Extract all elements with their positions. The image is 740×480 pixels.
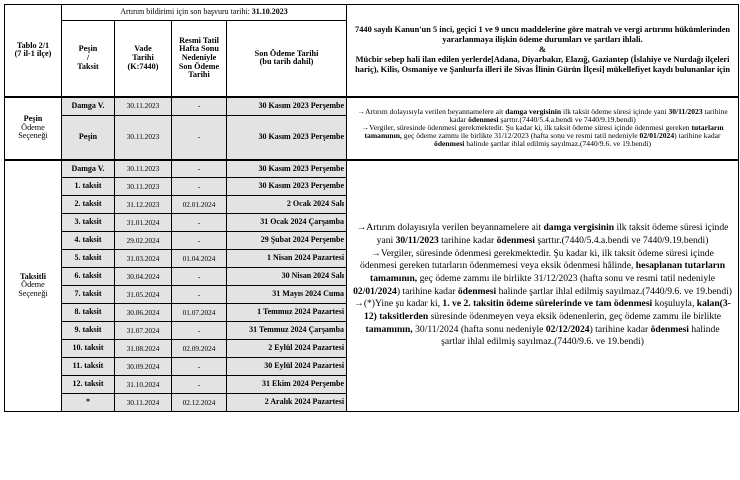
taksit-row-vade: 31.08.2024 bbox=[115, 340, 172, 358]
header-note-1: 7440 sayılı Kanun'un 5 inci, geçici 1 ve 9 uncu maddelerine göre matrah ve vergi artırımı hükümlerinden yararlanmaya ilişkin ödeme durumları ve şartları ihlali. bbox=[355, 25, 731, 45]
taksit-row-resmi: - bbox=[172, 232, 227, 250]
taksit-row-vade: 31.10.2024 bbox=[115, 376, 172, 394]
text-bold: ödenmesi bbox=[434, 138, 465, 148]
taksit-row-resmi: - bbox=[172, 322, 227, 340]
pesin-section-label bbox=[5, 97, 62, 160]
taksit-row-son: 29 Şubat 2024 Perşembe bbox=[227, 232, 347, 250]
col-header-vade-1: Vade bbox=[134, 44, 152, 54]
taksitli-label-1: Taksitli bbox=[19, 271, 47, 281]
taksit-row-vade: 31.05.2024 bbox=[115, 286, 172, 304]
text-bold: hesaplanan tutarların tamamının, bbox=[370, 260, 726, 285]
taksitli-note-c bbox=[353, 298, 732, 349]
taksit-row-vade: 29.02.2024 bbox=[115, 232, 172, 250]
taksitli-note-b bbox=[353, 248, 732, 299]
text: süresinde ödenmeyen veya eksik ödenenlerin, geç ödeme zammı ile birlikte bbox=[428, 311, 722, 323]
text: ) tarihine kadar bbox=[396, 285, 458, 297]
taksit-row-son: 2 Ocak 2024 Salı bbox=[227, 196, 347, 214]
text: şarttır.(7440/5.4.a.bendi ve 7440/9.19.bendi) bbox=[498, 115, 636, 125]
text: geç ödeme zammı ile birlikte 31/12/2023 (hafta sonu ve resmi tatil nedeniyle bbox=[401, 130, 640, 140]
text-bold: tutarların tamamının, bbox=[364, 123, 724, 140]
taksit-row-resmi: 02.01.2024 bbox=[172, 196, 227, 214]
text: halinde şartlar ihlal edilmiş sayılmaz.(7440/9.6. ve 19.bendi) bbox=[496, 285, 732, 297]
taksit-row-vade: 30.11.2023 bbox=[115, 160, 172, 178]
pesin-row-vade: 30.11.2023 bbox=[115, 97, 172, 116]
taksit-row-resmi: 01.04.2024 bbox=[172, 250, 227, 268]
taksit-row-type: Damga V. bbox=[62, 160, 115, 178]
taksit-row-type: 5. taksit bbox=[62, 250, 115, 268]
text-bold: 02/01/2024 bbox=[353, 285, 397, 297]
payment-schedule-table bbox=[4, 4, 739, 412]
taksit-row-type: 7. taksit bbox=[62, 286, 115, 304]
taksit-row-type: 9. taksit bbox=[62, 322, 115, 340]
col-header-taksit: Taksit bbox=[77, 61, 99, 71]
application-deadline bbox=[62, 5, 347, 21]
text-bold: ödenmesi bbox=[496, 235, 535, 247]
text: koşuluyla, bbox=[652, 298, 697, 310]
col-header-pesin: Peşin bbox=[78, 44, 98, 54]
taksitli-label-3: Seçeneği bbox=[18, 289, 48, 299]
text: ) tarihine kadar bbox=[589, 323, 651, 335]
pesin-explanation bbox=[347, 97, 739, 160]
taksit-row-vade: 30.04.2024 bbox=[115, 268, 172, 286]
col-header-resmi-tatil bbox=[172, 21, 227, 97]
taksit-row-resmi: - bbox=[172, 178, 227, 196]
taksit-row-son: 31 Temmuz 2024 Çarşamba bbox=[227, 322, 347, 340]
text: halinde şartlar ihlal edilmiş sayılmaz.(7440/9.6. ve 19.bendi) bbox=[464, 138, 652, 148]
taksit-row-vade: 31.12.2023 bbox=[115, 196, 172, 214]
col-header-son-odeme bbox=[227, 21, 347, 97]
text-bold: ödenmesi bbox=[650, 323, 689, 335]
text: geç ödeme zammı ile birlikte 31/12/2023 (hafta sonu ve resmi tatil nedeniyle bbox=[417, 273, 716, 285]
text: →Artırım dolayısıyla verilen beyannamelere ait bbox=[356, 222, 544, 234]
application-deadline-date: 31.10.2023 bbox=[251, 7, 288, 17]
header-note-amp: & bbox=[539, 45, 547, 55]
col-header-vade-2: Tarihi bbox=[132, 52, 154, 62]
col-header-vade bbox=[115, 21, 172, 97]
taksitli-section-label bbox=[5, 160, 62, 412]
col-header-resmi-5: Tarihi bbox=[188, 70, 210, 80]
pesin-note-b bbox=[351, 124, 734, 148]
pesin-row-resmi: - bbox=[172, 116, 227, 160]
taksitli-note-a bbox=[353, 222, 732, 247]
corner-label-line1: Tablo 2/1 bbox=[16, 40, 50, 50]
taksit-row-type: 2. taksit bbox=[62, 196, 115, 214]
taksit-row-type: 12. taksit bbox=[62, 376, 115, 394]
text: →Artırım dolayısıyla verilen beyannamelere ait bbox=[357, 107, 506, 117]
text: tarihine kadar bbox=[438, 235, 497, 247]
text-bold: 1. ve 2. taksitin ödeme sürelerinde ve tam ödenmesi bbox=[442, 298, 653, 310]
taksit-row-resmi: 02.12.2024 bbox=[172, 394, 227, 412]
taksit-row-son: 31 Ekim 2024 Perşembe bbox=[227, 376, 347, 394]
taksit-row-resmi: - bbox=[172, 358, 227, 376]
taksit-row-resmi: - bbox=[172, 214, 227, 232]
text: →(*)Yine şu kadar ki, bbox=[354, 298, 443, 310]
col-header-resmi-3: Nedeniyle bbox=[181, 52, 217, 62]
taksit-row-resmi: - bbox=[172, 376, 227, 394]
taksit-row-type: 8. taksit bbox=[62, 304, 115, 322]
pesin-label-2: Ödeme bbox=[21, 122, 45, 132]
col-header-slash: / bbox=[86, 52, 90, 62]
taksit-row-vade: 30.06.2024 bbox=[115, 304, 172, 322]
text-bold: 02/12/2024 bbox=[545, 323, 590, 335]
taksit-row-son: 30 Kasım 2023 Perşembe bbox=[227, 160, 347, 178]
taksit-row-vade: 31.03.2024 bbox=[115, 250, 172, 268]
taksit-row-son: 2 Eylül 2024 Pazartesi bbox=[227, 340, 347, 358]
text: şarttır.(7440/5.4.a.bendi ve 7440/9.19.bendi) bbox=[534, 235, 709, 247]
text: →Vergiler, süresinde ödenmesi gerekmektedir. Şu kadar ki, ilk taksit ödeme süresi içinde ödenmesi gereken bbox=[361, 123, 692, 133]
taksit-row-resmi: 01.07.2024 bbox=[172, 304, 227, 322]
pesin-row-vade: 30.11.2023 bbox=[115, 116, 172, 160]
table-corner-label bbox=[5, 5, 62, 97]
col-header-resmi-4: Son Ödeme bbox=[178, 61, 220, 71]
taksit-row-vade: 30.11.2024 bbox=[115, 394, 172, 412]
col-header-son-odeme-2: (bu tarih dahil) bbox=[259, 57, 314, 67]
text-bold: ödenmesi bbox=[468, 115, 499, 125]
taksit-row-vade: 31.07.2024 bbox=[115, 322, 172, 340]
text: 30/11/2024 (hafta sonu nedeniyle bbox=[412, 323, 546, 335]
taksit-row-type: 4. taksit bbox=[62, 232, 115, 250]
col-header-vade-3: (K:7440) bbox=[127, 61, 159, 71]
taksit-row-type: 1. taksit bbox=[62, 178, 115, 196]
text: ilk taksit ödeme süresi içinde yani bbox=[376, 222, 729, 247]
text: →Vergiler, süresinde ödenmesi gerekmektedir. Şu kadar ki, ilk taksit ödeme süresi içinde ödenmesi gereken tutarların ödenmemesi veya eksik ödenmesi hâlinde, bbox=[360, 247, 714, 272]
taksit-row-vade: 31.01.2024 bbox=[115, 214, 172, 232]
text-bold: tamamının, bbox=[365, 323, 413, 335]
text-bold: 30/11/2023 bbox=[395, 235, 439, 247]
taksit-row-son: 30 Eylül 2024 Pazartesi bbox=[227, 358, 347, 376]
taksit-row-son: 1 Temmuz 2024 Pazartesi bbox=[227, 304, 347, 322]
pesin-row-son: 30 Kasım 2023 Perşembe bbox=[227, 116, 347, 160]
taksit-row-type: * bbox=[62, 394, 115, 412]
pesin-label-3: Seçeneği bbox=[18, 131, 48, 141]
taksitli-label-2: Ödeme bbox=[21, 280, 45, 290]
pesin-row-resmi: - bbox=[172, 97, 227, 116]
taksit-row-type: 10. taksit bbox=[62, 340, 115, 358]
taksit-row-resmi: - bbox=[172, 160, 227, 178]
taksit-row-resmi: - bbox=[172, 286, 227, 304]
text: ilk taksit ödeme süresi içinde yani bbox=[561, 107, 669, 117]
pesin-row-type: Damga V. bbox=[62, 97, 115, 116]
taksit-row-resmi: 02.09.2024 bbox=[172, 340, 227, 358]
pesin-row-son: 30 Kasım 2023 Perşembe bbox=[227, 97, 347, 116]
taksit-row-son: 30 Kasım 2023 Perşembe bbox=[227, 178, 347, 196]
text-bold: ödenmesi bbox=[457, 285, 497, 297]
text: tarihine kadar bbox=[449, 107, 728, 125]
col-header-resmi-2: Hafta Sonu bbox=[179, 44, 219, 54]
text-bold: 30/11/2023 bbox=[668, 107, 703, 117]
taksitli-explanation bbox=[347, 160, 739, 412]
text: ) tarihine kadar bbox=[674, 130, 721, 140]
taksit-row-vade: 30.11.2023 bbox=[115, 178, 172, 196]
taksit-row-vade: 30.09.2024 bbox=[115, 358, 172, 376]
text-bold: damga vergisinin bbox=[543, 222, 615, 234]
taksit-row-son: 31 Mayıs 2024 Cuma bbox=[227, 286, 347, 304]
taksit-row-son: 31 Ocak 2024 Çarşamba bbox=[227, 214, 347, 232]
text: halinde şartlar ihlal edilmiş sayılmaz.(7440/9.6. ve 19.bendi) bbox=[441, 323, 720, 348]
text-bold: 02/01/2024 bbox=[639, 130, 675, 140]
pesin-label-1: Peşin bbox=[23, 114, 43, 124]
pesin-note-a bbox=[351, 108, 734, 124]
pesin-row-type: Peşin bbox=[62, 116, 115, 160]
col-header-son-odeme-1: Son Ödeme Tarihi bbox=[254, 48, 319, 58]
taksit-row-resmi: - bbox=[172, 268, 227, 286]
taksit-row-son: 30 Nisan 2024 Salı bbox=[227, 268, 347, 286]
corner-label-line2: (7 il-1 ilçe) bbox=[14, 49, 52, 59]
taksit-row-type: 3. taksit bbox=[62, 214, 115, 232]
text-bold: damga vergisinin bbox=[505, 107, 562, 117]
header-note-2: Mücbir sebep hali ilan edilen yerlerde[Adana, Diyarbakır, Elazığ, Gaziantep (İslahiye ve Nurdağı ilçeleri hariç), Kilis, Osmaniye ve Şanlıurfa illeri ile Sivas İlinin Gürün İlçesi] mükellefiyet kaydı bulunanlar için bbox=[355, 55, 730, 75]
taksit-row-type: 11. taksit bbox=[62, 358, 115, 376]
col-header-resmi-1: Resmi Tatil bbox=[179, 35, 219, 45]
col-header-pesin-taksit bbox=[62, 21, 115, 97]
header-right-note bbox=[347, 5, 739, 97]
application-deadline-prefix: Artırım bildirimi için son başvuru tarihi: bbox=[120, 7, 252, 17]
text-bold: kalan(3-12) taksitlerden bbox=[364, 298, 731, 323]
taksit-row-son: 1 Nisan 2024 Pazartesi bbox=[227, 250, 347, 268]
taksit-row-type: 6. taksit bbox=[62, 268, 115, 286]
taksit-row-son: 2 Aralık 2024 Pazartesi bbox=[227, 394, 347, 412]
